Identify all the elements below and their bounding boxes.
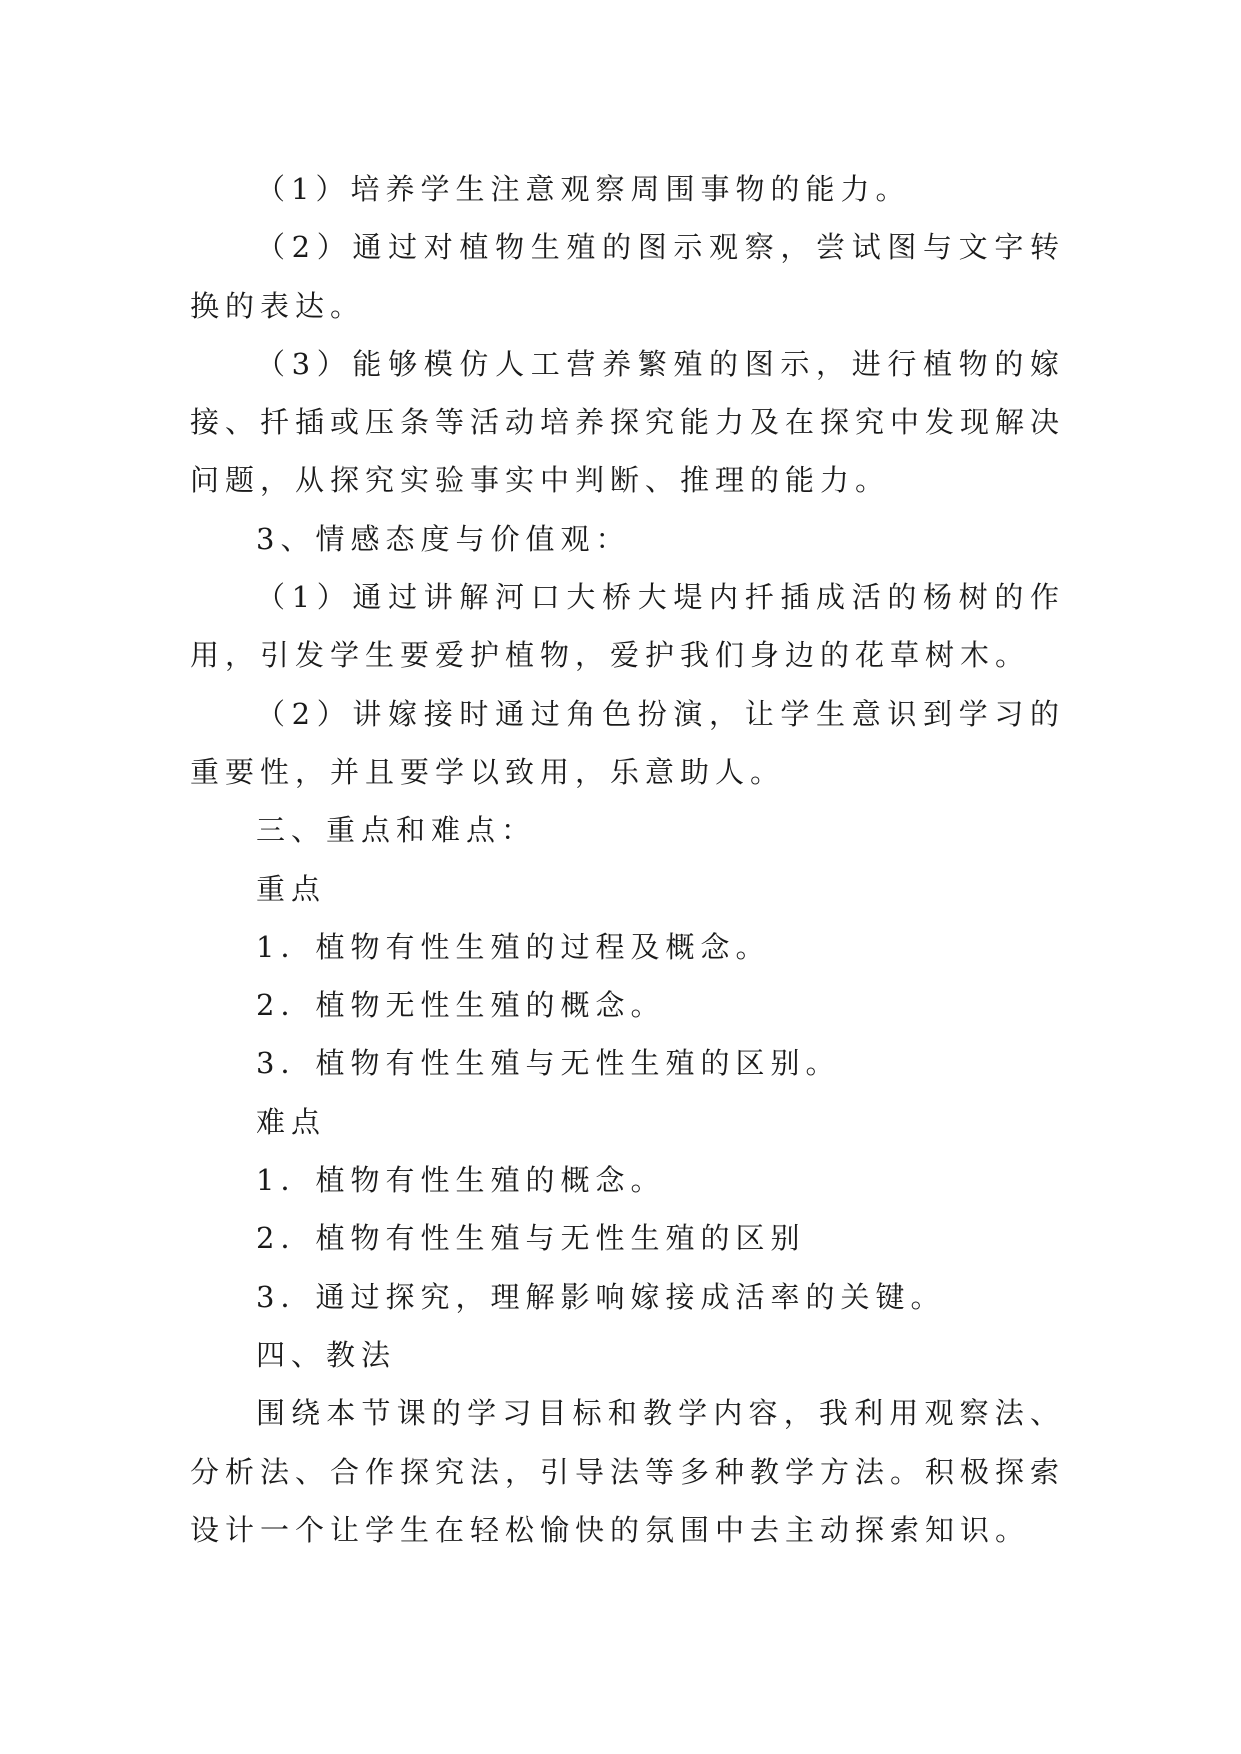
difficult-point-1: 1．植物有性生殖的概念。 [256, 1163, 666, 1198]
paragraph-attitude-1: （1）通过讲解河口大桥大堤内扦插成活的杨树的作用，引发学生要爱护植物，爱护我们身边的花草树木。 [190, 580, 1065, 673]
paragraph-attitude-2: （2）讲嫁接时通过角色扮演，让学生意识到学习的重要性，并且要学以致用，乐意助人。 [190, 696, 1065, 789]
key-point-2: 2．植物无性生殖的概念。 [256, 988, 666, 1023]
difficult-point-2: 2．植物有性生殖与无性生殖的区别 [256, 1221, 806, 1256]
section-heading-key-points: 三、重点和难点： [256, 813, 537, 848]
key-point-1: 1．植物有性生殖的过程及概念。 [256, 929, 771, 964]
subheading-key: 重点 [256, 871, 327, 906]
paragraph-skill-3: （3）能够模仿人工营养繁殖的图示，进行植物的嫁接、扦插或压条等活动培养探究能力及在探究中发现解决问题，从探究实验事实中判断、推理的能力。 [190, 346, 1066, 498]
difficult-point-3: 3．通过探究，理解影响嫁接成活率的关键。 [256, 1279, 946, 1314]
paragraph-skill-1: （1）培养学生注意观察周围事物的能力。 [256, 172, 911, 206]
section-heading-attitude: 3、情感态度与价值观： [256, 521, 631, 556]
paragraph-teaching-method: 围绕本节课的学习目标和教学内容，我利用观察法、分析法、合作探究法，引导法等多种教学方法。积极探索设计一个让学生在轻松愉快的氛围中去主动探索知识。 [190, 1396, 1066, 1547]
key-point-3: 3．植物有性生殖与无性生殖的区别。 [256, 1046, 841, 1081]
subheading-difficult: 难点 [256, 1104, 327, 1139]
paragraph-skill-2: （2）通过对植物生殖的图示观察，尝试图与文字转换的表达。 [190, 230, 1065, 323]
section-heading-teaching-method: 四、教法 [256, 1337, 397, 1372]
document-body [190, 160, 1065, 1559]
